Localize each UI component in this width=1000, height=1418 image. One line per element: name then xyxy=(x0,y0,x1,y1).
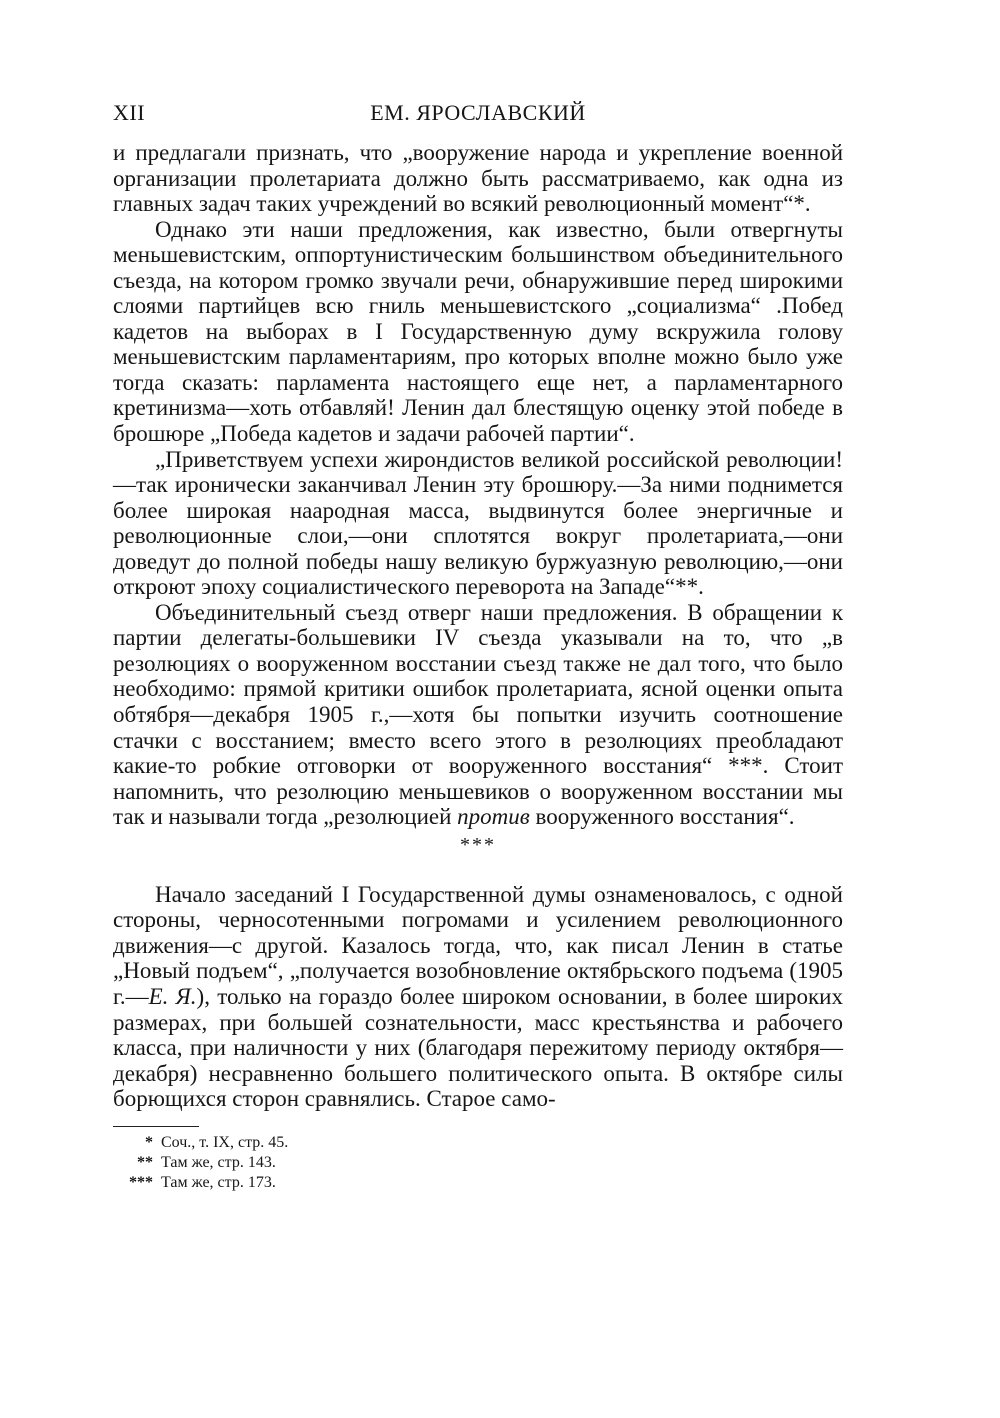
paragraph-5-text-before: Начало заседаний I Государственной думы ознаменовалось, с одной стороны, черносотенными погромами и усилением революционного движения—с другой. Казалось тогда, что, как писал Ленин в статье „Новый подъем“, „получается возобновление октябрьского подъема (1905 г.— xyxy=(113,881,843,1009)
footnote-text: Там же, стр. 143. xyxy=(161,1153,276,1171)
footnote-mark: ** xyxy=(137,1153,153,1171)
footnote-text: Там же, стр. 173. xyxy=(161,1173,276,1191)
paragraph-4 xyxy=(113,600,843,830)
footnote-text: Соч., т. IX, стр. 45. xyxy=(161,1133,289,1151)
paragraph-1: и предлагали признать, что „вооружение народа и укрепление военной организации пролетариата должно быть рассматриваемо, как одна из главных задач таких учреждений во всякий революционный момент“*. xyxy=(113,140,843,217)
paragraph-5-emphasis: Е. Я. xyxy=(148,983,197,1009)
section-break: *** xyxy=(460,833,496,856)
paragraph-4-emphasis: против xyxy=(457,804,530,830)
paragraph-3: „Приветствуем успехи жирондистов великой российской революции!—так иронически заканчивал Ленин эту брошюру.—За ними поднимется более широкая наародная масса, выдвинутся более энергичные и революционные слои,—они сплотятся вокруг пролетариата,—они доведут до полной победы нашу великую буржуазную революцию,—они откроют эпоху социалистического переворота на Западе“**. xyxy=(113,446,843,600)
footnotes xyxy=(113,1126,289,1193)
paragraph-5-text-after: ), только на гораздо более широком основании, в более широких размерах, при большей сознательности, масс крестьянства и рабочего класса, при наличности у них (благодаря пережитому периоду октября—декабря) несравненно большего политического опыта. В октябре силы борющихся сторон сравнялись. Старое само- xyxy=(113,983,843,1112)
paragraph-4-text-after: вооруженного восстания“. xyxy=(529,804,795,830)
footnote-3 xyxy=(113,1173,276,1193)
body-text xyxy=(113,140,843,1112)
footnote-mark: * xyxy=(145,1133,153,1151)
footnote-mark: *** xyxy=(129,1173,153,1191)
book-page xyxy=(113,100,843,1193)
paragraph-4-text-before: Объединительный съезд отверг наши предложения. В обращении к партии делегаты-большевики IV съезда указывали на то, что „в резолюциях о вооруженном восстании съезд также не дал того, что было необходимо: прямой критики ошибок пролетариата, ясной оценки опыта обтября—декабря 1905 г.,—хотя бы попытки изучить соотношение стачки с восстанием; вместо всего этого в резолюциях преобладают какие-то робкие отговорки от вооруженного восстания“ ***. Стоит напомнить, что резолюцию меньшевиков о вооруженном восстании мы так и называли тогда „резолюцией xyxy=(113,599,843,830)
footnote-1 xyxy=(113,1133,289,1153)
running-title: ЕМ. ЯРОСЛАВСКИЙ xyxy=(370,100,586,125)
footnote-2 xyxy=(113,1153,276,1173)
running-header xyxy=(113,100,843,140)
paragraph-2: Однако эти наши предложения, как известно, были отвергнуты меньшевистским, оппортунистическим большинством объединительного съезда, на котором громко звучали речи, обнаружившие перед широкими слоями партийцев всю гниль меньшевистского „социализма“ .Побед кадетов на выборах в I Государственную думу вскружила голову меньшевистским парламентариям, про которых вполне можно было уже тогда сказать: парламента настоящего еще нет, а парламентарного кретинизма—хоть отбавляй! Ленин дал блестящую оценку этой победе в брошюре „Победа кадетов и задачи рабочей партии“. xyxy=(113,216,843,447)
paragraph-5 xyxy=(113,882,843,1112)
page-number: XII xyxy=(113,100,146,125)
